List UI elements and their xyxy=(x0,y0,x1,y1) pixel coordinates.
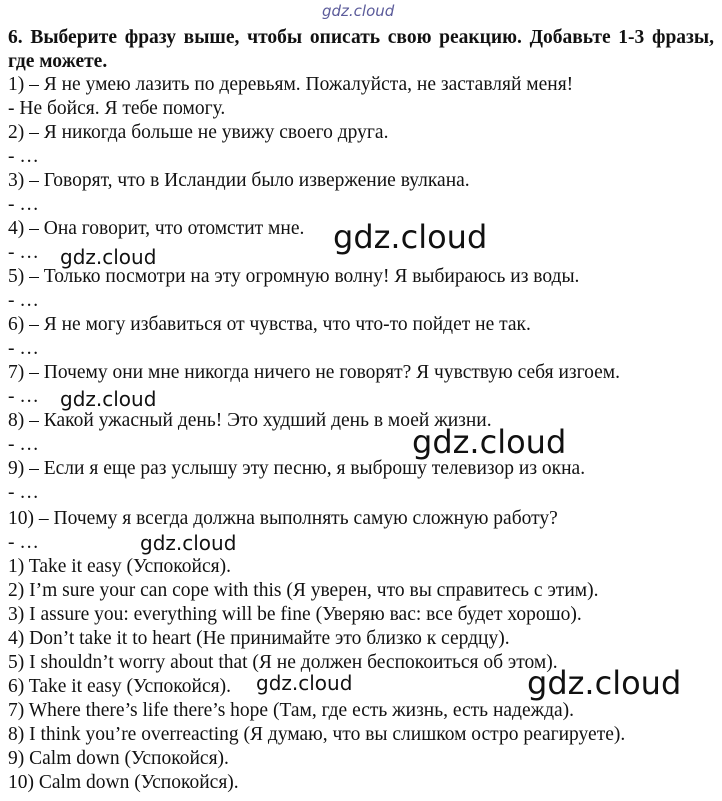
dialogue-line: 8) – Какой ужасный день! Это худший день в моей жизни. xyxy=(8,410,492,431)
dialogue-line: 5) – Только посмотри на эту огромную волну! Я выбираюсь из воды. xyxy=(8,266,580,287)
dialogue-line: 10) – Почему я всегда должна выполнять самую сложную работу? xyxy=(8,508,558,529)
answer-line: 6) Take it easy (Успокойся). xyxy=(8,676,231,697)
answer-line: 2) I’m sure your can cope with this (Я уверен, что вы справитесь с этим). xyxy=(8,580,599,601)
watermark: gdz.cloud xyxy=(140,531,237,555)
answer-line: 8) I think you’re overreacting (Я думаю, что вы слишком остро реагируете). xyxy=(8,724,626,745)
dialogue-line: 1) – Я не умею лазить по деревьям. Пожалуйста, не заставляй меня! xyxy=(8,74,574,95)
watermark: gdz.cloud xyxy=(333,218,488,256)
answer-line: 9) Calm down (Успокойся). xyxy=(8,748,229,769)
dialogue-line: - … xyxy=(8,482,39,503)
dialogue-line: - … xyxy=(8,242,39,263)
dialogue-line: - … xyxy=(8,194,39,215)
dialogue-line: 7) – Почему они мне никогда ничего не говорят? Я чувствую себя изгоем. xyxy=(8,362,620,383)
dialogue-line: - … xyxy=(8,386,39,407)
header-watermark: gdz.cloud xyxy=(322,2,395,20)
watermark: gdz.cloud xyxy=(60,387,157,411)
answer-line: 10) Calm down (Успокойся). xyxy=(8,772,239,793)
dialogue-line: 9) – Если я еще раз услышу эту песню, я выброшу телевизор из окна. xyxy=(8,458,586,479)
dialogue-line: 3) – Говорят, что в Исландии было извержение вулкана. xyxy=(8,170,470,191)
dialogue-line: - … xyxy=(8,434,39,455)
answer-line: 5) I shouldn’t worry about that (Я не должен беспокоиться об этом). xyxy=(8,652,558,673)
answer-line: 7) Where there’s life there’s hope (Там, где есть жизнь, есть надежда). xyxy=(8,700,575,721)
dialogue-line: - … xyxy=(8,146,39,167)
watermark: gdz.cloud xyxy=(412,423,567,461)
dialogue-line: - Не бойся. Я тебе помогу. xyxy=(8,98,226,119)
answer-line: 3) I assure you: everything will be fine (Уверяю вас: все будет хорошо). xyxy=(8,604,582,625)
dialogue-line: 6) – Я не могу избавиться от чувства, что что-то пойдет не так. xyxy=(8,314,531,335)
task-heading: 6. Выберите фразу выше, чтобы описать свою реакцию. Добавьте 1-3 фразы, где можете. xyxy=(8,27,714,72)
answer-line: 1) Take it easy (Успокойся). xyxy=(8,556,231,577)
dialogue-line: 4) – Она говорит, что отомстит мне. xyxy=(8,218,305,239)
dialogue-line: - … xyxy=(8,338,39,359)
dialogue-line: 2) – Я никогда больше не увижу своего друга. xyxy=(8,122,389,143)
answer-line: 4) Don’t take it to heart (Не принимайте это близко к сердцу). xyxy=(8,628,510,649)
watermark: gdz.cloud xyxy=(256,671,353,695)
watermark: gdz.cloud xyxy=(60,245,157,269)
dialogue-line: - … xyxy=(8,532,39,553)
dialogue-line: - … xyxy=(8,290,39,311)
watermark: gdz.cloud xyxy=(527,664,682,702)
